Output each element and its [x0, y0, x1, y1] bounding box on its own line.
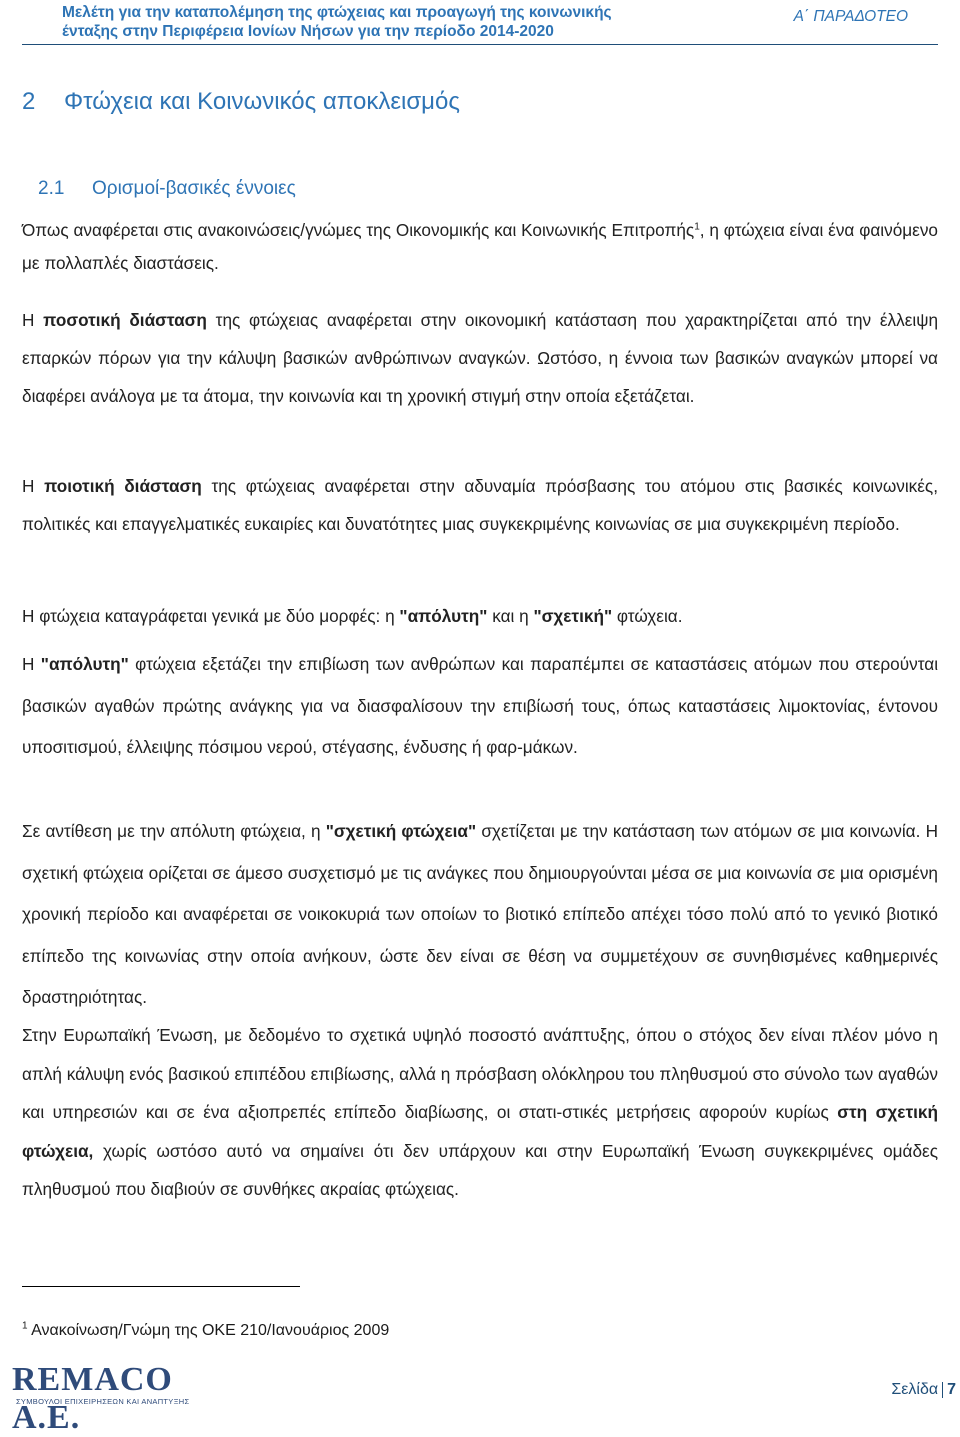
text: Η — [22, 476, 45, 496]
text: Η — [22, 654, 41, 674]
section-title: Φτώχεια και Κοινωνικός αποκλεισμός — [64, 88, 460, 115]
page-footer — [0, 1357, 960, 1436]
bold-term: ποσοτική διάσταση — [43, 310, 207, 330]
text: Η — [22, 310, 44, 330]
text: Στην Ευρωπαϊκή Ένωση, με δεδομένο το σχετικά υψηλό ποσοστό ανάπτυξης, όπου ο στόχος δεν είναι πλέον μόνο η απλή κάλυψη ενός βασικού επιπέδου επιβίωσης, αλλά η πρόσβαση ολόκληρου του πληθυσμού στο σύνολο των αγαθών και υπηρεσιών και σε ένα αξιοπρεπές επίπεδο διαβίωσης, οι στατι-στικές μετρήσεις αφορούν κυρίως — [22, 1025, 938, 1122]
logo-text: REMACO A.E. — [12, 1361, 173, 1436]
header-title-line2: ένταξης στην Περιφέρεια Ιονίων Νήσων για την περίοδο 2014-2020 — [62, 23, 554, 40]
quantitative-paragraph — [22, 301, 938, 415]
bold-term: "σχετική" — [533, 606, 613, 626]
footnote-text: Ανακοίνωση/Γνώμη της ΟΚΕ 210/Ιανουάριος 2009 — [27, 1322, 390, 1339]
remaco-logo — [12, 1357, 212, 1436]
subsection-title: Ορισμοί-βασικές έννοιες — [92, 178, 296, 199]
text: Η φτώχεια καταγράφεται γενικά με δύο μορφές: η — [22, 606, 400, 626]
text: της φτώχειας αναφέρεται στην αδυναμία πρόσβασης του ατόμου στις βασικές κοινωνικές, πολιτικές και επαγγελματικές ευκαιρίες και δυνατότητες μιας συγκεκριμένης κοινωνίας σε μια συγκεκριμένη περίοδο. — [22, 476, 938, 534]
relative-poverty-paragraph — [22, 811, 938, 1019]
page-header — [22, 0, 938, 45]
page-separator — [942, 1382, 943, 1398]
header-title-line1: Μελέτη για την καταπολέμηση της φτώχειας και προαγωγή της κοινωνικής — [62, 4, 612, 21]
bold-term: ποιοτική διάσταση — [44, 476, 202, 496]
absolute-poverty-paragraph — [22, 644, 938, 769]
page-number — [891, 1381, 956, 1399]
section-number: 2 — [22, 88, 36, 115]
text: και η — [487, 606, 534, 626]
bold-term: "απόλυτη" — [40, 654, 129, 674]
text: φτώχεια. — [612, 606, 683, 626]
footnote-number: 1 — [22, 1320, 28, 1332]
qualitative-paragraph — [22, 467, 938, 543]
text: σχετίζεται με την κατάσταση των ατόμων σε μια κοινωνία. Η σχετική φτώχεια ορίζεται σε άμεσο συσχετισμό με τις ανάγκες που δημιουργούνται μέσα σε μια κοινωνία σε μια ορισμένη χρονική περίοδο και αναφέρεται σε νοικοκυριά των οποίων το βιοτικό επίπεδο απέχει τόσο πολύ από το γενικό βιοτικό επίπεδο της κοινωνίας στην οποία ανήκουν, ώστε δεν είναι σε θέση να συμμετέχουν σε συνηθισμένες καθημερινές δραστηριότητας. — [22, 821, 938, 1007]
subsection-number: 2.1 — [38, 178, 65, 199]
intro-text-end: , η φτώχεια είναι ένα φαινόμενο με πολλαπλές διαστάσεις. — [22, 220, 938, 273]
footnote-ref[interactable]: 1 — [694, 221, 700, 233]
text: χωρίς ωστόσο αυτό να σημαίνει ότι δεν υπάρχουν και στην Ευρωπαϊκή Ένωση συγκεκριμένες ομάδες πληθυσμού που διαβιούν σε συνθήκες ακραίας φτώχειας. — [22, 1140, 938, 1199]
section-heading — [22, 88, 460, 116]
bold-term: στη σχετική φτώχεια, — [22, 1102, 938, 1161]
text: Σε αντίθεση με την απόλυτη φτώχεια, η — [22, 821, 326, 841]
header-title — [62, 3, 612, 41]
text: της φτώχειας αναφέρεται στην οικονομική κατάσταση που χαρακτηρίζεται από την έλλειψη επαρκών πόρων για την κάλυψη βασικών ανθρώπινων αναγκών. Ωστόσο, η έννοια των βασικών αναγκών μπορεί να διαφέρει ανάλογα με τα άτομα, την κοινωνία και τη χρονική στιγμή στην οποία εξετάζεται. — [22, 310, 939, 406]
page-label: Σελίδα — [891, 1381, 939, 1398]
intro-paragraph — [22, 214, 938, 280]
footnote-separator — [22, 1286, 300, 1287]
bold-term: "σχετική φτώχεια" — [325, 821, 477, 841]
bold-term: "απόλυτη" — [399, 606, 488, 626]
header-deliverable: Α΄ ΠΑΡΑΔΟΤΕΟ — [793, 8, 908, 25]
intro-text: Όπως αναφέρεται στις ανακοινώσεις/γνώμες της Οικονομικής και Κοινωνικής Επιτροπής — [22, 220, 695, 240]
forms-paragraph — [22, 597, 938, 635]
logo-subtitle: ΣΥΜΒΟΥΛΟΙ ΕΠΙΧΕΙΡΗΣΕΩΝ ΚΑΙ ΑΝΑΠΤΥΞΗΣ — [16, 1397, 190, 1406]
page-number-value: 7 — [947, 1381, 956, 1398]
text: φτώχεια εξετάζει την επιβίωση των ανθρώπων και παραπέμπει σε καταστάσεις ατόμων που στερούνται βασικών αγαθών πρώτης ανάγκης για να διασφαλίσουν την επιβίωσή τους, όπως καταστάσεις λιμοκτονίας, έντονου υποσιτισμού, έλλειψης πόσιμου νερού, στέγασης, ένδυσης ή φαρ-μάκων. — [22, 654, 939, 757]
eu-paragraph — [22, 1016, 938, 1209]
footnote — [22, 1322, 389, 1340]
subsection-heading — [38, 178, 296, 200]
